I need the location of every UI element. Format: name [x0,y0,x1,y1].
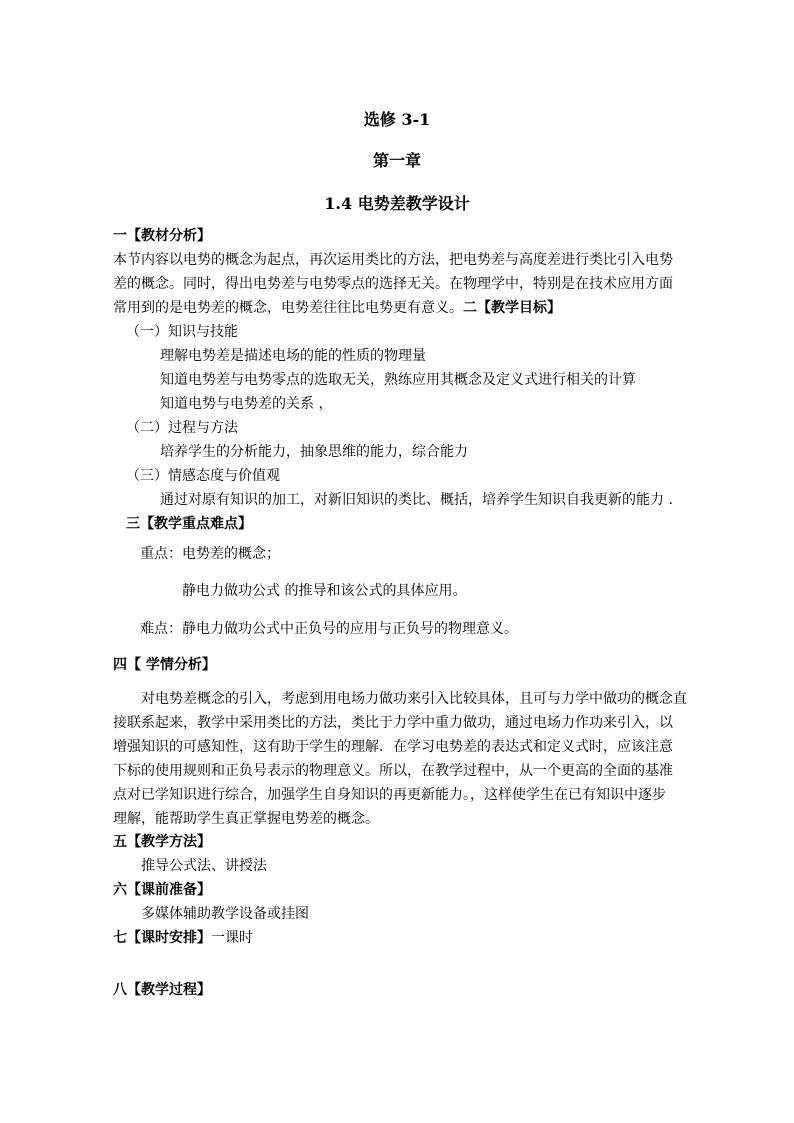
paragraph-line: 增强知识的可感知性，这有助于学生的理解．在学习电势差的表达式和定义式时，应该注意 [113,739,673,755]
difficult-point: 难点：静电力做功公式中正负号的应用与正负号的物理意义。 [140,621,518,637]
section-heading-teaching-process: 八【教学过程】 [113,982,211,998]
key-point: 重点：电势差的概念； [140,546,280,562]
paragraph-line: 本节内容以电势的概念为起点，再次运用类比的方法，把电势差与高度差进行类比引入电势 [113,252,673,268]
paragraph-line: 接联系起来，教学中采用类比的方法，类比于力学中重力做功，通过电场力作功来引入，以 [113,715,673,731]
preparation-value: 多媒体辅助教学设备或挂图 [141,906,309,922]
key-point: 静电力做功公式 的推导和该公式的具体应用。 [182,583,467,599]
goal-item: 培养学生的分析能力，抽象思维的能力，综合能力 [160,444,468,460]
chapter-title: 第一章 [372,151,421,170]
paragraph-line: 理解，能帮助学生真正掌握电势差的概念。 [113,811,379,827]
section-heading-preparation: 六【课前准备】 [113,882,211,898]
section-heading-class-schedule: 七【课时安排】 [113,930,211,946]
subheading-knowledge-skills: （一）知识与技能 [126,324,238,340]
paragraph-line: 对电势差概念的引入，考虑到用电场力做功来引入比较具体，且可与力学中做功的概念直 [141,691,687,707]
goal-item: 通过对原有知识的加工，对新旧知识的类比、概括，培养学生知识自我更新的能力 . [160,492,673,508]
lesson-title: 1.4 电势差教学设计 [324,194,470,213]
paragraph-line [113,296,561,320]
paragraph-line: 点对已学知识进行综合，加强学生自身知识的再更新能力。，这样使学生在已有知识中逐步 [113,787,666,803]
goal-item: 知道电势差与电势零点的选取无关，熟练应用其概念及定义式进行相关的计算 [160,372,636,388]
paragraph-line: 差的概念。同时，得出电势差与电势零点的选择无关。在物理学中，特别是在技术应用方面 [113,276,673,292]
section-heading-teaching-methods: 五【教学方法】 [113,834,211,850]
teaching-methods-value: 推导公式法、讲授法 [141,858,267,874]
section-heading-teaching-goals: 二【教学目标】 [463,300,561,316]
class-schedule-line [113,926,253,950]
subheading-attitudes-values: （三）情感态度与价值观 [126,468,280,484]
class-schedule-value: 一课时 [211,930,253,946]
section-heading-textbook-analysis: 一【教材分析】 [113,228,211,244]
goal-item: 理解电势差是描述电场的能的性质的物理量 [160,348,426,364]
subheading-process-methods: （二）过程与方法 [126,420,238,436]
course-title: 选修 3-1 [363,110,431,129]
paragraph-line-text: 常用到的是电势差的概念，电势差往往比电势更有意义。 [113,300,463,316]
section-heading-learner-analysis: 四【 学情分析】 [113,657,216,673]
section-heading-key-difficult-points: 三【教学重点难点】 [126,516,252,532]
learner-analysis-paragraph [113,687,703,831]
goal-item: 知道电势与电势差的关系 ， [160,396,333,412]
paragraph-line: 下标的使用规则和正负号表示的物理意义。所以，在教学过程中，从一个更高的全面的基准 [113,763,673,779]
